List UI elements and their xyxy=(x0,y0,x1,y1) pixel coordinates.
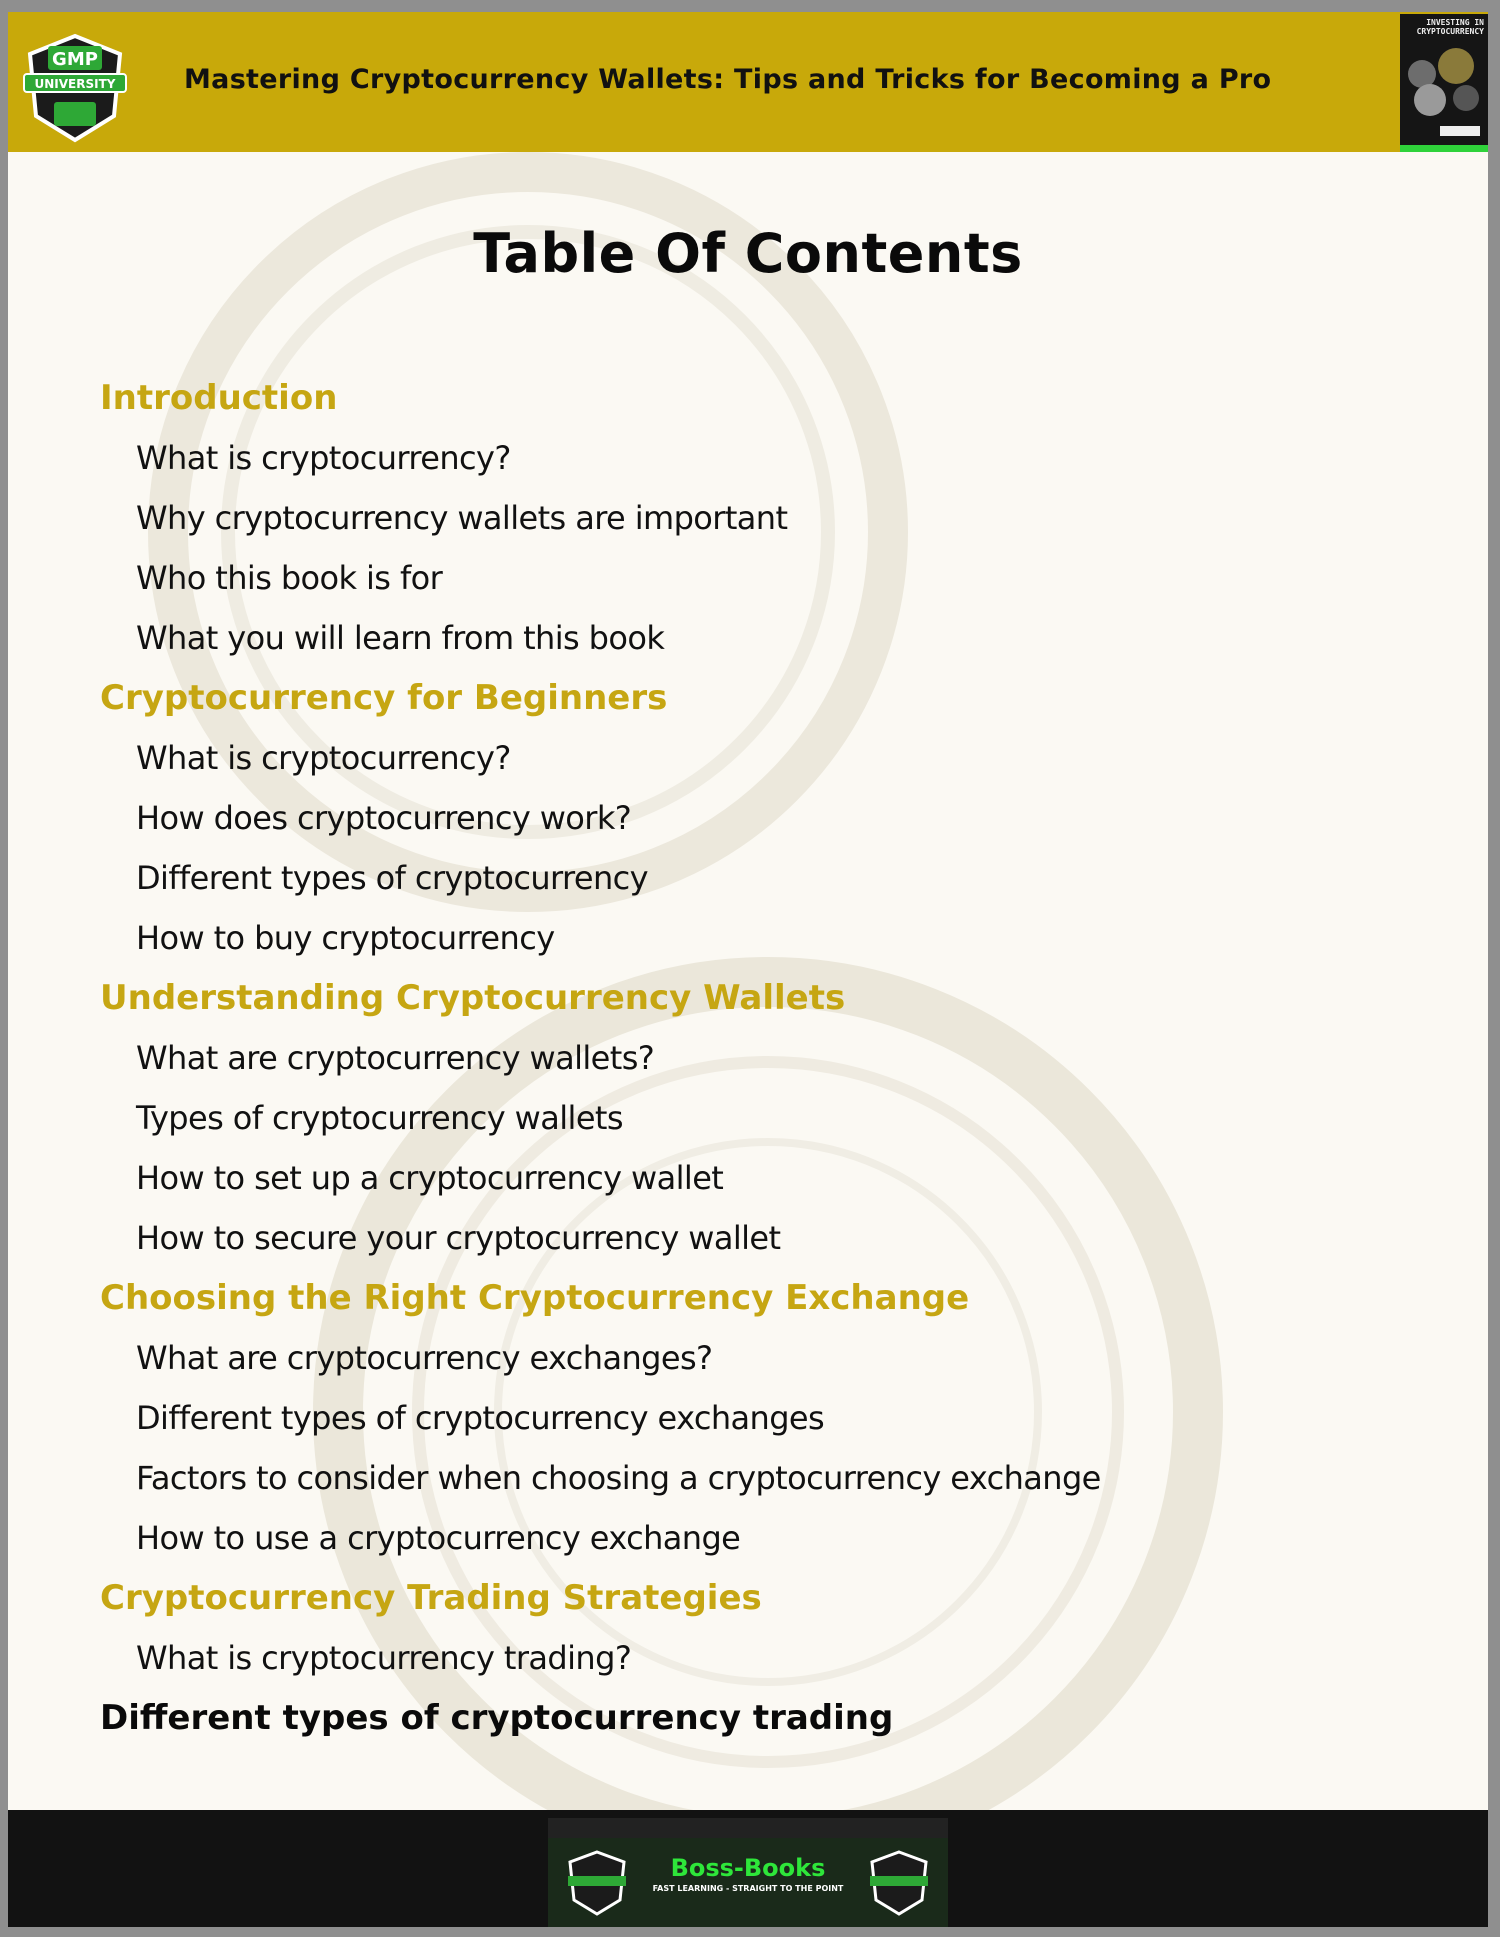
cover-title: INVESTING IN CRYPTOCURRENCY xyxy=(1416,18,1484,36)
toc-section-title[interactable]: Cryptocurrency for Beginners xyxy=(100,678,668,718)
book-cover-thumbnail xyxy=(1400,14,1488,152)
toc-entry[interactable]: Different types of cryptocurrency exchanges xyxy=(136,1399,825,1437)
toc-heading: Table Of Contents xyxy=(473,222,1023,285)
cover-accent-strip xyxy=(1400,145,1488,152)
toc-entry[interactable]: How does cryptocurrency work? xyxy=(136,799,632,837)
toc-entry[interactable]: Types of cryptocurrency wallets xyxy=(136,1099,623,1137)
toc-entry[interactable]: Factors to consider when choosing a cryptocurrency exchange xyxy=(136,1459,1101,1497)
document-page xyxy=(8,12,1488,1927)
toc-entry[interactable]: How to secure your cryptocurrency wallet xyxy=(136,1219,781,1257)
toc-section-title[interactable]: Understanding Cryptocurrency Wallets xyxy=(100,978,846,1018)
toc-section-title[interactable]: Cryptocurrency Trading Strategies xyxy=(100,1578,762,1618)
toc-section-title[interactable]: Introduction xyxy=(100,378,338,418)
toc-entry[interactable]: What is cryptocurrency trading? xyxy=(136,1639,632,1677)
banner-title: Boss-Books xyxy=(670,1854,826,1882)
toc-entry[interactable]: What are cryptocurrency wallets? xyxy=(136,1039,655,1077)
toc-entry[interactable]: Who this book is for xyxy=(136,559,443,597)
gmp-university-logo xyxy=(22,32,128,144)
table-of-contents xyxy=(100,368,1400,1748)
logo-mark-text: GMP xyxy=(52,49,98,70)
toc-entry[interactable]: Different types of cryptocurrency xyxy=(136,859,648,897)
page-footer xyxy=(8,1810,1488,1927)
gmp-logo-right xyxy=(864,1848,934,1918)
toc-entry[interactable]: What is cryptocurrency? xyxy=(136,439,511,477)
boss-books-banner xyxy=(548,1818,948,1927)
page-header xyxy=(8,12,1488,152)
toc-entry[interactable]: What you will learn from this book xyxy=(136,619,665,657)
toc-final-entry[interactable]: Different types of cryptocurrency trading xyxy=(100,1698,894,1738)
toc-entry[interactable]: Why cryptocurrency wallets are important xyxy=(136,499,788,537)
toc-entry[interactable]: How to set up a cryptocurrency wallet xyxy=(136,1159,724,1197)
banner-subtitle: FAST LEARNING - STRAIGHT TO THE POINT xyxy=(652,1884,844,1893)
toc-entry[interactable]: How to buy cryptocurrency xyxy=(136,919,555,957)
header-title: Mastering Cryptocurrency Wallets: Tips and Tricks for Becoming a Pro xyxy=(184,64,1272,95)
logo-text: UNIVERSITY xyxy=(34,77,116,91)
toc-section-title[interactable]: Choosing the Right Cryptocurrency Exchange xyxy=(100,1278,970,1318)
coins-image xyxy=(1400,14,1488,152)
toc-entry[interactable]: What is cryptocurrency? xyxy=(136,739,511,777)
toc-entry[interactable]: What are cryptocurrency exchanges? xyxy=(136,1339,713,1377)
toc-entry[interactable]: How to use a cryptocurrency exchange xyxy=(136,1519,741,1557)
